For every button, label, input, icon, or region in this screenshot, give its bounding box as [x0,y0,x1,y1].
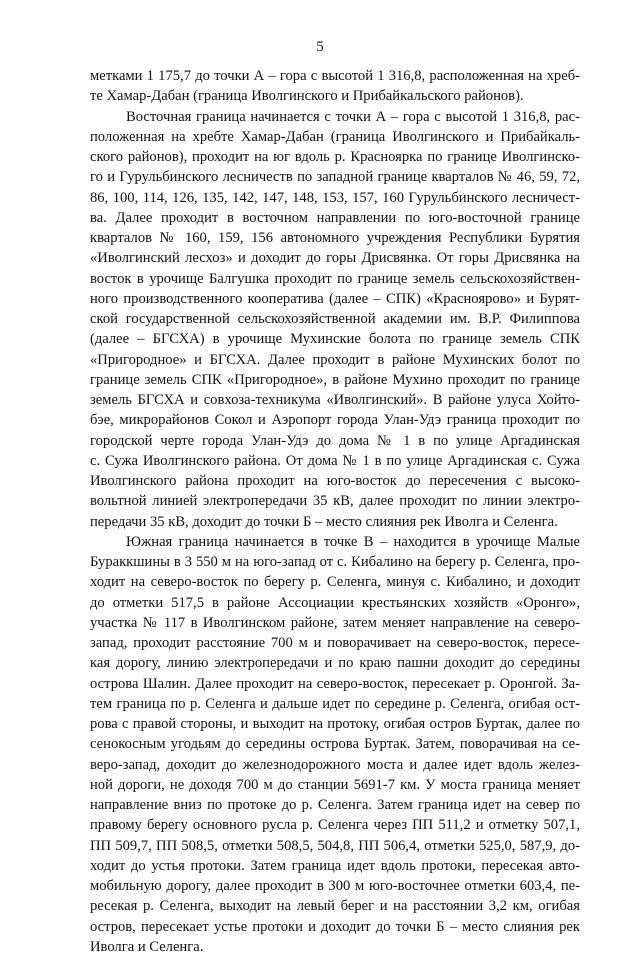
text-line: Бураккшины в 3 550 м на юго-запад от с. Кибалино на берегу р. Селенга, про- [90,554,580,570]
page-number: 5 [316,39,324,55]
text-line: ного производственного кооператива (далее – СПК) «Красноярово» и Бурят- [90,290,580,307]
text-line: рова с правой стороны, и выходит на протоку, огибая остров Буртак, далее по [90,716,580,732]
text-line: границе земель СПК «Пригородное», в районе Мухино проходит по границе [90,371,580,388]
text-line: вольтной линией электропередачи 35 кВ, далее проходит по линии электро- [90,493,580,510]
text-line: (далее – БГСХА) в урочище Мухинские болота по границе земель СПК [90,331,580,348]
text-line: направление вниз по протоке до р. Селенга. Затем граница идет на север по [90,797,580,813]
text-line: мобильную дорогу, далее проходит в 300 м юго-восточнее отметки 603,4, пе- [90,878,580,894]
text-line: ной дороги, не доходя 700 м до станции 5691-7 км. У моста граница меняет [90,776,580,793]
text-line: тем граница по р. Селенга и дальше идет по середине р. Селенга, огибая ост- [90,695,580,712]
paragraph [90,532,580,957]
text-line: сенокосным угодьям до середины острова Буртак. Затем, поворачивая на се- [90,736,580,753]
paragraph [90,107,580,532]
text-line: ходит до устья протоки. Затем граница идет вдоль протоки, пересекая авто- [90,857,580,874]
text-line: восток в урочище Балгушка проходит по границе земель сельскохозяйствен- [90,270,580,287]
text-line: положенная на хребте Хамар-Дабан (граница Иволгинского и Прибайкаль- [90,128,580,145]
text-line: запад, проходит расстояние 700 м и поворачивает на северо-восток, пересе- [90,635,580,651]
text-line: до отметки 517,5 в районе Ассоциации крестьянских хозяйств «Оронго», [90,594,580,611]
body-text [90,66,580,957]
text-line: кварталов № 160, 159, 156 автономного учреждения Республики Бурятия [90,230,580,246]
text-line: веро-запад, доходит до железнодорожного моста и далее идет вдоль желез- [90,756,580,773]
text-line: бэе, микрорайонов Сокол и Аэропорт города Улан-Удэ граница проходит по [90,412,580,429]
text-line: передачи 35 кВ, доходит до точки Б – место слияния рек Иволга и Селенга. [90,513,558,530]
text-line: те Хамар-Дабан (граница Иволгинского и Прибайкальского районов). [90,88,524,105]
text-line: ресекая р. Селенга, выходит на левый берег и на расстоянии 3,2 км, огибая [90,898,580,915]
text-line: остров, пересекает устье протоки и доходит до точки Б – место слияния рек [90,918,580,935]
text-line: «Иволгинский лесхоз» и доходит до горы Дрисвянка. От горы Дрисвянка на [90,250,580,267]
text-line: «Пригородное» и БГСХА. Далее проходит в районе Мухинских болот по [90,351,580,368]
text-line: участка № 117 в Иволгинском районе, затем меняет направление на северо- [90,614,580,631]
text-line: земель БГСХА и совхоза-техникума «Иволгинский». В районе улуса Хойто- [90,392,580,408]
text-line: метками 1 175,7 до точки А – гора с высотой 1 316,8, расположенная на хреб- [90,68,580,84]
text-line: ской государственной сельскохозяйственной академии им. В.Р. Филиппова [90,311,580,327]
paragraph [90,66,580,107]
text-line: с. Сужа Иволгинского района. От дома № 1 в по улице Аргадинская с. Сужа [90,452,580,469]
text-line: правому берегу основного русла р. Селенга через ПП 511,2 и отметку 507,1, [90,817,580,834]
text-line: Восточная граница начинается с точки А – гора с высотой 1 316,8, рас- [126,108,580,125]
text-line: Иволгинского района проходит на юго-восток до пересечения с высоко- [90,473,580,489]
text-line: острова Шалин. Далее проходит на северо-восток, пересекает р. Оронгой. За- [90,675,580,692]
text-line: Иволга и Селенга. [90,938,204,955]
text-line: Южная граница начинается в точке В – находится в урочище Малые [126,533,580,550]
text-line: го и Гурульбинского лесничеств по западной границе кварталов № 46, 59, 72, [90,169,580,186]
text-line: ходит на северо-восток по берегу р. Селенга, минуя с. Кибалино, и доходит [90,574,580,591]
text-line: кая дорогу, линию электропередачи и по краю пашни доходит до середины [90,655,580,672]
text-line: городской черте города Улан-Удэ до дома № 1 в по улице Аргадинская [90,432,580,449]
text-line: ПП 509,7, ПП 508,5, отметки 508,5, 504,8, ПП 506,4, отметки 525,0, 587,9, до- [90,837,580,854]
text-line: 86, 100, 114, 126, 135, 142, 147, 148, 153, 157, 160 Гурульбинского лесничест- [90,189,580,206]
text-line: ского районов), проходит на юг вдоль р. Красноярка по границе Иволгинско- [90,149,580,165]
text-line: ва. Далее проходит в восточном направлении по юго-восточной границе [90,209,580,226]
